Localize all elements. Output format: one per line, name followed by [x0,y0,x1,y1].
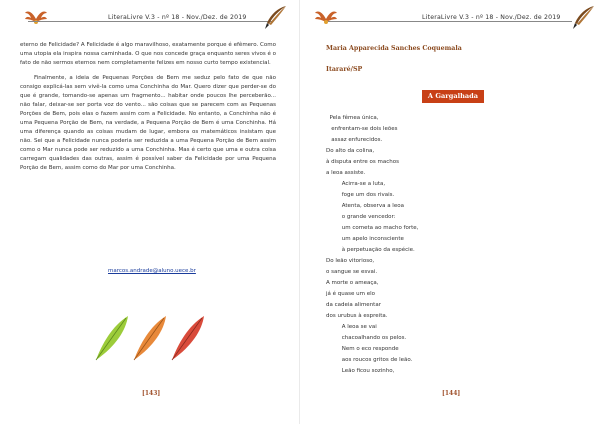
poem-line: dos urubus à espreita. [326,313,388,319]
poem-line: Acirra-se a luta, [326,181,386,187]
poem-line: Pela fêmea única, [326,115,379,121]
page-number: [144] [442,390,461,397]
header-rule [28,21,272,22]
poem-line: Leão ficou sozinho, [326,368,395,374]
poem-line: Nem o eco responde [326,346,399,352]
poem-line: à perpetuação da espécie. [326,247,415,253]
poem-line: Do alto da colina, [326,148,375,154]
article-paragraph: eterno de Felicidade? A Felicidade é algo maravilhoso, exatamente porque é efêmero. Como uma utopia ela inspira nossa caminhada. O que nos concede graça enquanto seres vivos é o fato de não sermos eternos nem completamente felizes em nosso curto tempo existencial. [20,42,276,66]
article-body [20,41,276,173]
feathers-decoration [92,312,208,362]
poem-line: Atenta, observa a leoa [326,203,404,209]
poem-line: a leoa assiste. [326,170,366,176]
page-number: [143] [142,390,161,397]
poem-line: da cadeia alimentar [326,302,381,308]
right-page [300,0,600,424]
poem-line: A morte o ameaça, [326,280,379,286]
article-paragraph: Finalmente, a ideia de Pequenas Porções de Bem me seduz pelo fato de que não consigo explicá-las sem vivê-la como uma Conchinha do Mar. Quero dizer que perder-se do que é grande, tomando-se apenas um fragmento... habitar onde poucos lhe perceberão... não falar, deixar-se ser porta voz do vento... são coisas que se parecem com as Pequenas Porções de Bem, pois elas o fazem assim com a Felicidade. No entanto, a Conchinha não é uma Pequena Porção de Bem, na verdade, a Pequena Porção de Bem é uma Conchinha. Há uma diferença quando as coisas mudam de lugar, embora os matemáticos insistam que não. Sei que a Felicidade nunca poderia ser reduzida a uma Pequena Porção de Bem assim como o Mar nunca pode ser reduzido a uma Conchinha. Mas é certo que uma e outra coisa carregam qualidades das outras, assim é possível saber da Felicidade por uma Pequena Porção de Bem, assim como do Mar por uma Conchinha. [20,75,276,171]
poem-body [326,113,418,377]
poem-line: A leoa se vai [326,324,377,330]
poem-line: à disputa entre os machos [326,159,400,165]
poem-line: assaz enfurecidos. [326,137,383,143]
poem-line: um apelo inconsciente [326,236,404,242]
poem-line: enfrentam-se dois leões [326,126,398,132]
poem-line: foge um dos rivais. [326,192,395,198]
orange-feather-icon [134,316,166,360]
header-rule [328,21,572,22]
poem-line: aos roucos gritos de leão. [326,357,413,363]
left-header [0,4,300,30]
red-feather-icon [172,316,204,360]
winged-bird-icon [24,7,48,29]
author-email-link[interactable]: marcos.andrade@aluno.uece.br [108,268,196,274]
quill-pen-icon [262,5,288,31]
poem-line: o grande vencedor: [326,214,396,220]
header-text: LiteraLivre V.3 - nº 18 - Nov./Dez. de 2019 [422,14,561,21]
quill-pen-icon [570,5,596,31]
green-feather-icon [96,316,128,360]
author-city: Itararé/SP [326,66,363,73]
header-text: LiteraLivre V.3 - nº 18 - Nov./Dez. de 2019 [108,14,247,21]
poem-title: A Gargalhada [422,90,484,103]
author-name: Maria Apparecida Sanches Coquemala [326,45,462,52]
winged-bird-icon [314,7,338,29]
poem-line: chacoalhando os pelos. [326,335,407,341]
poem-line: um cometa ao macho forte, [326,225,419,231]
poem-line: já é quase um elo [326,291,375,297]
poem-line: Do leão vitorioso, [326,258,375,264]
right-header [300,4,600,30]
poem-line: o sangue se esvai. [326,269,378,275]
